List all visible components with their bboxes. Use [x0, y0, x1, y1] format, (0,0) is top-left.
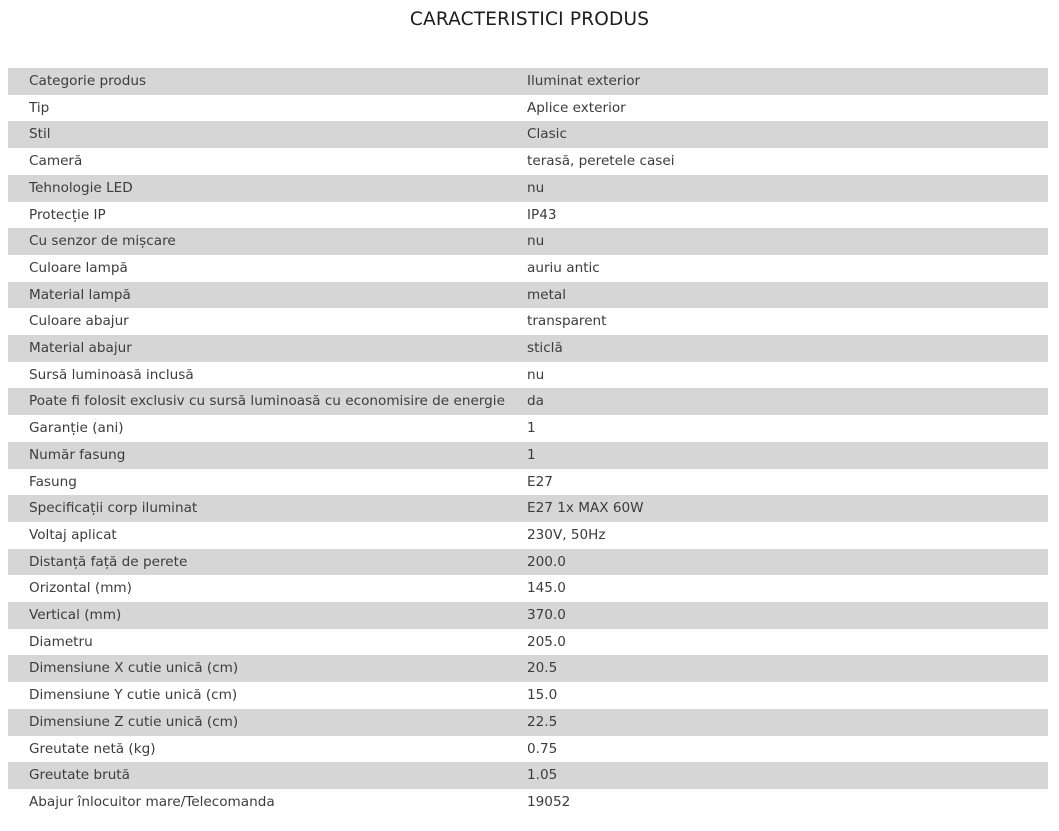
spec-value: Clasic: [527, 121, 1048, 148]
spec-label: Orizontal (mm): [8, 575, 527, 602]
spec-value: 1: [527, 415, 1048, 442]
spec-row: [8, 469, 1048, 496]
spec-value: 205.0: [527, 629, 1048, 656]
spec-row: [8, 362, 1048, 389]
spec-row: [8, 68, 1048, 95]
spec-row: [8, 148, 1048, 175]
spec-label: Vertical (mm): [8, 602, 527, 629]
spec-label: Greutate brută: [8, 762, 527, 789]
spec-label: Diametru: [8, 629, 527, 656]
spec-label: Număr fasung: [8, 442, 527, 469]
spec-row: [8, 549, 1048, 576]
spec-value: 0.75: [527, 736, 1048, 763]
spec-row: [8, 415, 1048, 442]
spec-label: Material lampă: [8, 282, 527, 309]
spec-row: [8, 629, 1048, 656]
spec-label: Fasung: [8, 469, 527, 496]
spec-value: 15.0: [527, 682, 1048, 709]
spec-row: [8, 762, 1048, 789]
spec-value: nu: [527, 175, 1048, 202]
spec-label: Stil: [8, 121, 527, 148]
spec-row: [8, 442, 1048, 469]
spec-value: nu: [527, 362, 1048, 389]
spec-row: [8, 202, 1048, 229]
spec-label: Garanție (ani): [8, 415, 527, 442]
spec-label: Distanță față de perete: [8, 549, 527, 576]
spec-label: Poate fi folosit exclusiv cu sursă luminoasă cu economisire de energie: [8, 388, 527, 415]
spec-label: Cu senzor de mișcare: [8, 228, 527, 255]
spec-row: [8, 736, 1048, 763]
spec-row: [8, 789, 1048, 816]
spec-row: [8, 682, 1048, 709]
spec-value: Aplice exterior: [527, 95, 1048, 122]
spec-label: Greutate netă (kg): [8, 736, 527, 763]
spec-label: Cameră: [8, 148, 527, 175]
spec-value: 200.0: [527, 549, 1048, 576]
spec-value: 145.0: [527, 575, 1048, 602]
spec-row: [8, 575, 1048, 602]
spec-value: 230V, 50Hz: [527, 522, 1048, 549]
spec-label: Tehnologie LED: [8, 175, 527, 202]
spec-label: Dimensiune Y cutie unică (cm): [8, 682, 527, 709]
spec-label: Categorie produs: [8, 68, 527, 95]
spec-row: [8, 282, 1048, 309]
page-title: CARACTERISTICI PRODUS: [409, 9, 650, 30]
spec-row: [8, 602, 1048, 629]
spec-label: Dimensiune Z cutie unică (cm): [8, 709, 527, 736]
spec-table: [8, 68, 1048, 816]
spec-value: IP43: [527, 202, 1048, 229]
spec-value: auriu antic: [527, 255, 1048, 282]
spec-value: 1.05: [527, 762, 1048, 789]
spec-label: Abajur înlocuitor mare/Telecomanda: [8, 789, 527, 816]
spec-value: E27 1x MAX 60W: [527, 495, 1048, 522]
spec-value: 22.5: [527, 709, 1048, 736]
spec-label: Sursă luminoasă inclusă: [8, 362, 527, 389]
spec-value: 20.5: [527, 655, 1048, 682]
spec-label: Culoare lampă: [8, 255, 527, 282]
spec-row: [8, 95, 1048, 122]
spec-value: sticlă: [527, 335, 1048, 362]
spec-row: [8, 228, 1048, 255]
spec-row: [8, 308, 1048, 335]
spec-row: [8, 709, 1048, 736]
spec-row: [8, 255, 1048, 282]
spec-value: Iluminat exterior: [527, 68, 1048, 95]
spec-table-body: [8, 68, 1048, 816]
spec-value: metal: [527, 282, 1048, 309]
spec-value: 370.0: [527, 602, 1048, 629]
spec-label: Dimensiune X cutie unică (cm): [8, 655, 527, 682]
spec-label: Specificații corp iluminat: [8, 495, 527, 522]
spec-row: [8, 522, 1048, 549]
spec-value: 19052: [527, 789, 1048, 816]
spec-row: [8, 495, 1048, 522]
spec-label: Material abajur: [8, 335, 527, 362]
spec-row: [8, 388, 1048, 415]
spec-value: nu: [527, 228, 1048, 255]
spec-row: [8, 121, 1048, 148]
spec-value: E27: [527, 469, 1048, 496]
spec-label: Culoare abajur: [8, 308, 527, 335]
spec-row: [8, 655, 1048, 682]
spec-label: Tip: [8, 95, 527, 122]
spec-value: da: [527, 388, 1048, 415]
spec-row: [8, 335, 1048, 362]
spec-row: [8, 175, 1048, 202]
spec-value: terasă, peretele casei: [527, 148, 1048, 175]
spec-label: Voltaj aplicat: [8, 522, 527, 549]
spec-value: 1: [527, 442, 1048, 469]
spec-value: transparent: [527, 308, 1048, 335]
spec-label: Protecție IP: [8, 202, 527, 229]
